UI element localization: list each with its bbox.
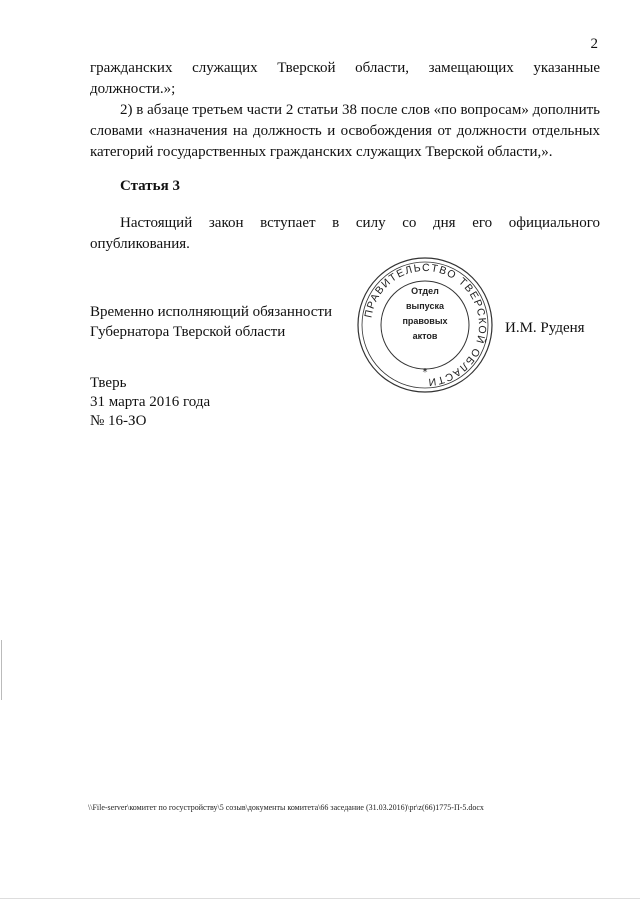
paragraph-1: гражданских служащих Тверской области, замещающих указанные должности.»; xyxy=(90,60,600,97)
stamp-line-4: актов xyxy=(412,331,438,341)
stamp-ring-text: ПРАВИТЕЛЬСТВО ТВЕРСКОЙ ОБЛАСТИ xyxy=(362,261,489,389)
body-continuation xyxy=(90,58,600,163)
footer-file-path: \\File-server\комитет по госустройству\5 созыв\документы комитета\66 заседание (31.03.2016)\pr\z(66)1775-П-5.docx xyxy=(88,803,484,812)
article-heading: Статья 3 xyxy=(120,178,180,194)
scan-bottom-edge xyxy=(0,898,640,899)
stamp-center-text xyxy=(387,284,463,372)
signatory-name: И.М. Руденя xyxy=(505,320,585,336)
paragraph-3: Настоящий закон вступает в силу со дня его официального опубликования. xyxy=(90,215,600,252)
stamp-star-icon: * xyxy=(422,367,428,378)
signatory-position-line-2: Губернатора Тверской области xyxy=(90,324,286,340)
place: Тверь xyxy=(90,375,127,391)
stamp-line-2: выпуска xyxy=(406,301,444,311)
signatory-position xyxy=(90,302,332,342)
page-number: 2 xyxy=(590,36,598,52)
law-number: № 16-ЗО xyxy=(90,413,147,429)
signatory-position-line-1: Временно исполняющий обязанности xyxy=(90,304,333,320)
paragraph-2: 2) в абзаце третьем части 2 статьи 38 после слов «по вопросам» дополнить словами «назначения на должность и освобождения от должности отдельных категорий государственных гражданских служащих Тверской области,». xyxy=(90,102,600,160)
scan-edge-mark xyxy=(1,640,2,700)
place-date-number xyxy=(90,374,210,431)
stamp-line-3: правовых xyxy=(402,316,448,326)
date: 31 марта 2016 года xyxy=(90,394,211,410)
stamp-line-1: Отдел xyxy=(411,286,439,296)
